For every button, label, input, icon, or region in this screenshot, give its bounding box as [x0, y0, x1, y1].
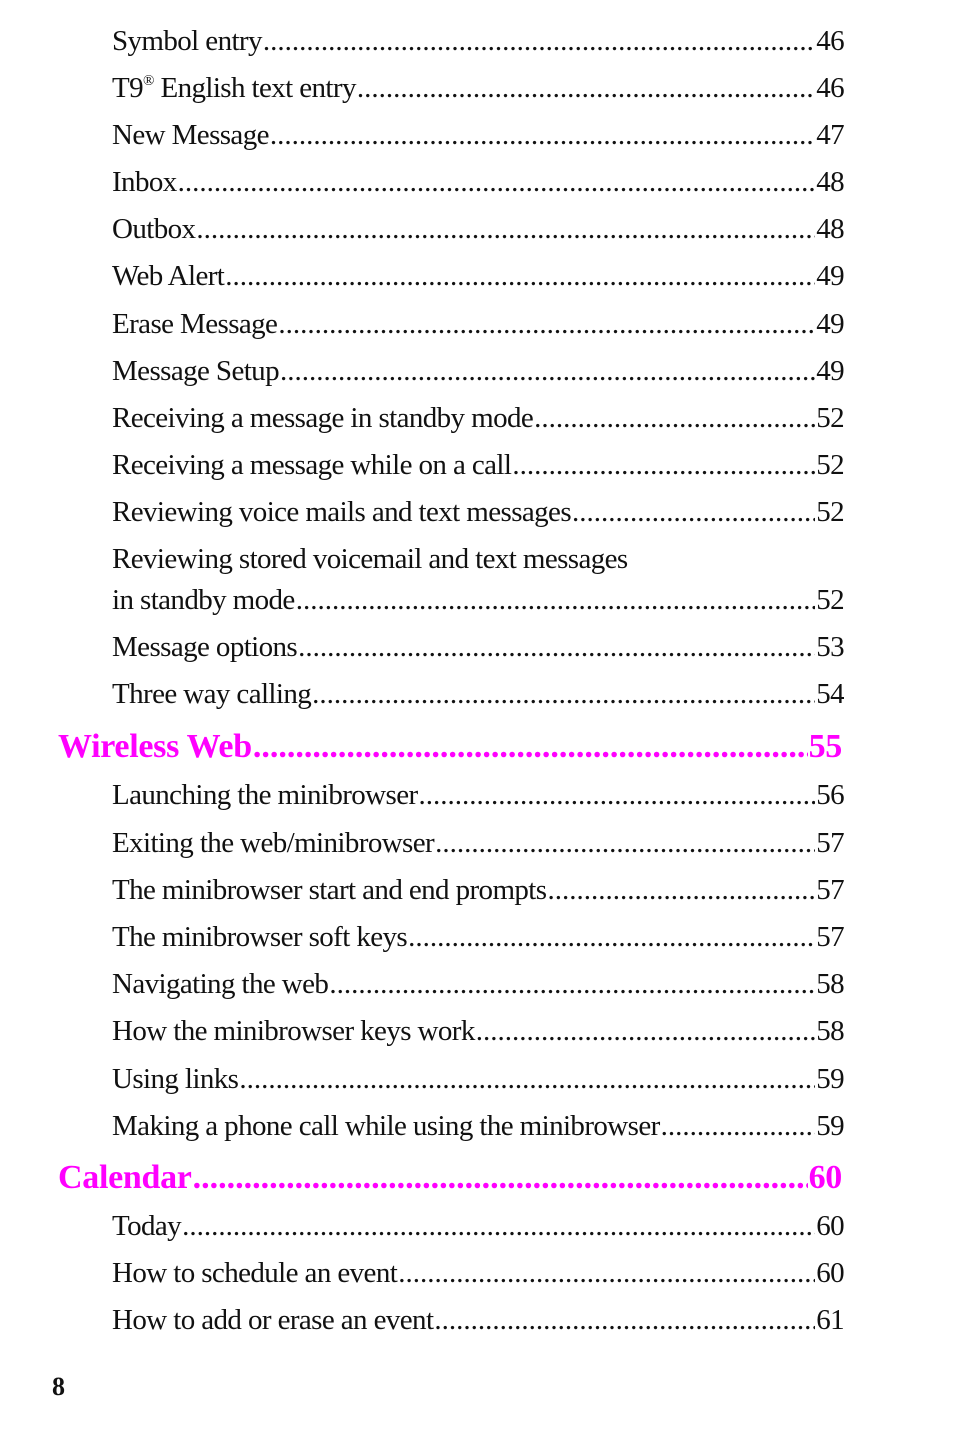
toc-chapter-title: Calendar [58, 1159, 192, 1196]
toc-entry-page: 59 [816, 1110, 844, 1142]
toc-entry-receiving-on-call[interactable] [112, 448, 844, 484]
toc-entry-page: 49 [816, 260, 844, 292]
toc-entry-page: 49 [816, 355, 844, 387]
toc-entry-page: 59 [816, 1063, 844, 1095]
dot-leader [547, 873, 815, 907]
toc-chapter-wireless-web[interactable] [58, 727, 842, 771]
dot-leader [253, 727, 808, 767]
registered-mark: ® [143, 73, 154, 89]
toc-entry-message-options[interactable] [112, 630, 844, 666]
dot-leader [193, 1158, 808, 1198]
toc-entry-using-links[interactable] [112, 1062, 844, 1098]
toc-entry-navigating-web[interactable] [112, 967, 844, 1003]
toc-entry-title: The minibrowser start and end prompts [112, 874, 547, 906]
toc-entry-launching-minibrowser[interactable] [112, 778, 844, 814]
toc-entry-title: Receiving a message in standby mode [112, 402, 534, 434]
toc-entry-page: 60 [816, 1257, 844, 1289]
toc-entry-title-line1[interactable]: Reviewing stored voicemail and text messages [112, 543, 628, 575]
toc-entry-erase-message[interactable] [112, 307, 844, 343]
toc-entry-page: 47 [816, 119, 844, 151]
toc-entry-page: 48 [816, 213, 844, 245]
toc-entry-title: Making a phone call while using the minibrowser [112, 1110, 660, 1142]
toc-entry-page: 56 [816, 779, 844, 811]
dot-leader [476, 1014, 815, 1048]
toc-entry-title: Outbox [112, 213, 196, 245]
toc-entry-page: 53 [816, 631, 844, 663]
dot-leader [298, 630, 815, 664]
toc-entry-title: Today [112, 1210, 182, 1242]
dot-leader [182, 1209, 815, 1243]
toc-entry-page: 52 [816, 496, 844, 528]
toc-entry-title: The minibrowser soft keys [112, 921, 408, 953]
dot-leader [408, 920, 815, 954]
dot-leader [512, 448, 815, 482]
toc-entry-schedule-event[interactable] [112, 1256, 844, 1292]
dot-leader [434, 1303, 815, 1337]
toc-entry-page: 49 [816, 308, 844, 340]
toc-entry-page: 52 [816, 584, 844, 616]
toc-entry-page: 52 [816, 402, 844, 434]
toc-entry-page: 58 [816, 968, 844, 1000]
toc-entry-title: Inbox [112, 166, 177, 198]
toc-entry-title: New Message [112, 119, 269, 151]
toc-entry-page: 52 [816, 449, 844, 481]
toc-entry-t9-english-text-entry[interactable] [112, 71, 844, 107]
toc-entry-title: Three way calling [112, 678, 312, 710]
dot-leader [329, 967, 815, 1001]
toc-entry-start-end-prompts[interactable] [112, 873, 844, 909]
dot-leader [225, 259, 815, 293]
dot-leader [239, 1062, 815, 1096]
toc-entry-title: Symbol entry [112, 25, 262, 57]
toc-entry-title: Reviewing voice mails and text messages [112, 496, 572, 528]
dot-leader [435, 826, 815, 860]
dot-leader [296, 583, 815, 617]
dot-leader [280, 354, 815, 388]
toc-entry-page: 48 [816, 166, 844, 198]
toc-entry-message-setup[interactable] [112, 354, 844, 390]
toc-entry-title: Receiving a message while on a call [112, 449, 512, 481]
toc-entry-page: 46 [816, 25, 844, 57]
dot-leader [278, 307, 815, 341]
toc-entry-title-part: English text entry [153, 72, 356, 104]
toc-entry-page: 46 [816, 72, 844, 104]
toc-entry-page: 57 [816, 921, 844, 953]
toc-entry-page: 57 [816, 874, 844, 906]
toc-entry-title: Exiting the web/minibrowser [112, 827, 435, 859]
toc-entry-title: Message options [112, 631, 298, 663]
toc-entry-web-alert[interactable] [112, 259, 844, 295]
toc-entry-title [112, 71, 356, 105]
toc-chapter-title: Wireless Web [58, 728, 252, 765]
dot-leader [398, 1256, 815, 1290]
toc-entry-inbox[interactable] [112, 165, 844, 201]
dot-leader [419, 778, 816, 812]
toc-entry-title: Message Setup [112, 355, 279, 387]
dot-leader [263, 24, 815, 58]
toc-chapter-page: 60 [808, 1159, 842, 1196]
dot-leader [178, 165, 816, 199]
toc-entry-three-way-calling[interactable] [112, 677, 844, 713]
dot-leader [661, 1109, 816, 1143]
toc-entry-today[interactable] [112, 1209, 844, 1245]
toc-entry-receiving-standby[interactable] [112, 401, 844, 437]
toc-entry-title-part: T9 [112, 72, 144, 104]
toc-entry-title: How the minibrowser keys work [112, 1015, 475, 1047]
toc-entry-add-erase-event[interactable] [112, 1303, 844, 1339]
toc-entry-title: Erase Message [112, 308, 278, 340]
toc-entry-title: Web Alert [112, 260, 225, 292]
toc-entry-new-message[interactable] [112, 118, 844, 154]
toc-entry-page: 58 [816, 1015, 844, 1047]
toc-entry-title: Navigating the web [112, 968, 329, 1000]
dot-leader [196, 212, 815, 246]
toc-entry-reviewing-voice-mails[interactable] [112, 495, 844, 531]
dot-leader [572, 495, 815, 529]
toc-entry-minibrowser-keys[interactable] [112, 1014, 844, 1050]
toc-entry-page: 54 [816, 678, 844, 710]
toc-chapter-page: 55 [808, 728, 842, 765]
toc-entry-soft-keys[interactable] [112, 920, 844, 956]
toc-entry-page: 61 [816, 1304, 844, 1336]
toc-entry-symbol-entry[interactable] [112, 24, 844, 60]
dot-leader [534, 401, 815, 435]
toc-entry-title: How to schedule an event [112, 1257, 398, 1289]
toc-entry-outbox[interactable] [112, 212, 844, 248]
dot-leader [312, 677, 815, 711]
toc-entry-title: Using links [112, 1063, 239, 1095]
toc-entry-title: in standby mode [112, 584, 295, 616]
toc-entry-title: Launching the minibrowser [112, 779, 418, 811]
dot-leader [357, 71, 815, 105]
dot-leader [270, 118, 815, 152]
toc-entry-page: 60 [816, 1210, 844, 1242]
toc-entry-page: 57 [816, 827, 844, 859]
toc-entry-title: How to add or erase an event [112, 1304, 434, 1336]
toc-entry-reviewing-stored-standby[interactable] [112, 583, 844, 619]
toc-chapter-calendar[interactable] [58, 1158, 842, 1202]
toc-entry-exiting-minibrowser[interactable] [112, 826, 844, 862]
toc-entry-phone-call-minibrowser[interactable] [112, 1109, 844, 1145]
page-number: 8 [52, 1372, 65, 1401]
